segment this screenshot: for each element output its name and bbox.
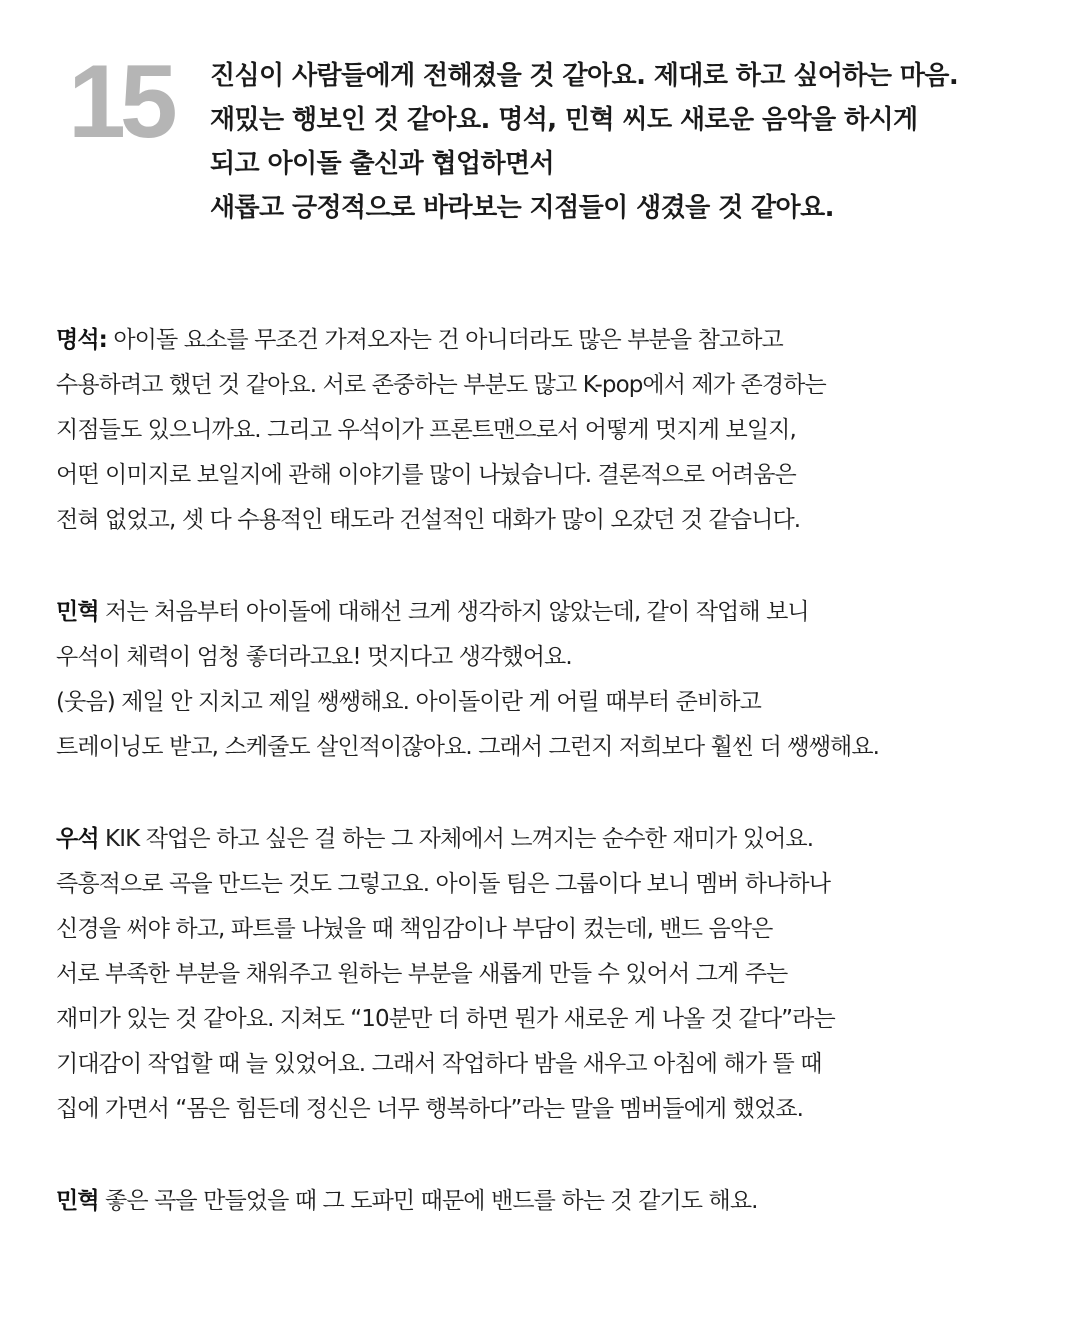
answer-line: 어떤 이미지로 보일지에 관해 이야기를 많이 나눴습니다. 결론적으로 어려움은 (56, 462, 796, 488)
question-block (68, 44, 1068, 230)
answer-line (56, 318, 1046, 363)
answer-line: 수용하려고 했던 것 같아요. 서로 존중하는 부분도 많고 K-pop에서 제가 존경하는 (56, 372, 826, 398)
answers-section (56, 318, 1046, 1224)
answer-line: 서로 부족한 부분을 채워주고 원하는 부분을 새롭게 만들 수 있어서 그게 주는 (56, 961, 788, 987)
paragraph-gap (56, 770, 1046, 817)
question-text (210, 54, 958, 230)
question-line: 새롭고 긍정적으로 바라보는 지점들이 생겼을 것 같아요. (210, 193, 834, 223)
answer-line (56, 817, 1046, 862)
answer-line: 우석이 체력이 엄청 좋더라고요! 멋지다고 생각했어요. (56, 644, 572, 670)
speaker-name: 민혁 (56, 1188, 99, 1214)
answer-line (56, 1179, 1046, 1224)
answer-line: 트레이닝도 받고, 스케줄도 살인적이잖아요. 그래서 그런지 저희보다 훨씬 더 쌩쌩해요. (56, 734, 880, 760)
answer-line: 신경을 써야 하고, 파트를 나눴을 때 책임감이나 부담이 컸는데, 밴드 음악은 (56, 916, 773, 942)
answer-minhyuk-2 (56, 1179, 1046, 1224)
answer-line: (웃음) 제일 안 지치고 제일 쌩쌩해요. 아이돌이란 게 어릴 때부터 준비하고 (56, 689, 761, 715)
speaker-name: 명석: (56, 327, 107, 353)
paragraph-gap (56, 543, 1046, 590)
question-line: 되고 아이돌 출신과 협업하면서 (210, 149, 555, 179)
answer-wooseok (56, 817, 1046, 1132)
speaker-name: 우석 (56, 826, 99, 852)
answer-line (56, 590, 1046, 635)
answer-text: KIK 작업은 하고 싶은 걸 하는 그 자체에서 느껴지는 순수한 재미가 있어요. (98, 826, 814, 852)
question-number: 15 (68, 44, 172, 160)
answer-myungseok (56, 318, 1046, 543)
answer-line: 즉흥적으로 곡을 만드는 것도 그렇고요. 아이돌 팀은 그룹이다 보니 멤버 하나하나 (56, 871, 831, 897)
paragraph-gap (56, 1132, 1046, 1179)
answer-line: 지점들도 있으니까요. 그리고 우석이가 프론트맨으로서 어떻게 멋지게 보일지, (56, 417, 796, 443)
answer-text: 아이돌 요소를 무조건 가져오자는 건 아니더라도 많은 부분을 참고하고 (106, 327, 783, 353)
answer-line: 재미가 있는 것 같아요. 지쳐도 “10분만 더 하면 뭔가 새로운 게 나올 것 같다”라는 (56, 1006, 835, 1032)
question-line: 재밌는 행보인 것 같아요. 명석, 민혁 씨도 새로운 음악을 하시게 (210, 105, 918, 135)
speaker-name: 민혁 (56, 599, 99, 625)
answer-line: 집에 가면서 “몸은 힘든데 정신은 너무 행복하다”라는 말을 멤버들에게 했었죠. (56, 1096, 803, 1122)
answer-text: 저는 처음부터 아이돌에 대해선 크게 생각하지 않았는데, 같이 작업해 보니 (98, 599, 809, 625)
answer-minhyuk (56, 590, 1046, 770)
question-line: 진심이 사람들에게 전해졌을 것 같아요. 제대로 하고 싶어하는 마음. (210, 61, 959, 91)
answer-line: 전혀 없었고, 셋 다 수용적인 태도라 건설적인 대화가 많이 오갔던 것 같습니다. (56, 507, 801, 533)
answer-text: 좋은 곡을 만들었을 때 그 도파민 때문에 밴드를 하는 것 같기도 해요. (98, 1188, 758, 1214)
answer-line: 기대감이 작업할 때 늘 있었어요. 그래서 작업하다 밤을 새우고 아침에 해가 뜰 때 (56, 1051, 822, 1077)
